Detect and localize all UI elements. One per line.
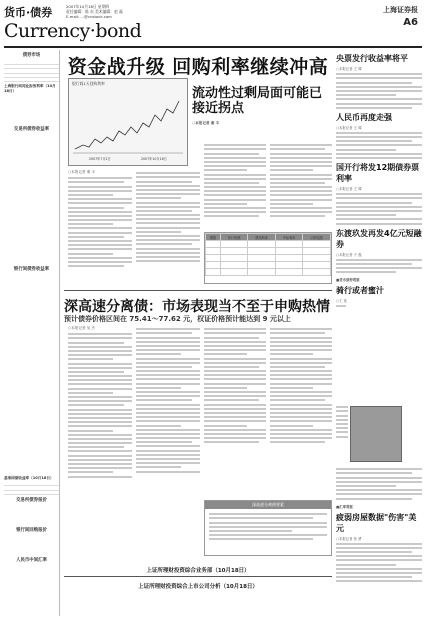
header-rule [4,46,422,48]
sub-headline [192,86,332,131]
second-headline: 深高速分离债：市场表现当不至于申购热情 [64,299,330,315]
column-text [336,404,348,440]
news3-byline: ○本报记者 王 谭 [336,187,362,191]
news1-title: 央票发行收益率将平 [336,54,408,63]
article2-col-4 [270,326,332,445]
article2-col-3 [204,326,266,445]
meta-date: 2007年10月18日 星期四 [66,4,110,9]
news4-title: 东渡玖发再发4亿元短融券 [336,228,422,249]
sidebar-title: 债券市场 [22,53,41,58]
article-col-1 [68,170,132,269]
news3-title: 国开行将发12期债券票利率 [336,163,420,183]
footer-link-1[interactable]: 上证所理财投资综合业务部（10月18日） [146,568,250,574]
newspaper-name: 上海证券报 [383,6,418,14]
table-row [206,269,331,276]
article-byline: ○本报记者 秦 丰 [68,170,95,174]
chart-date-right: 2007年10月18日 [141,157,167,161]
page-code: A6 [403,17,418,28]
article2-byline: ○本报记者 吴 杰 [68,326,95,330]
table-header-row [206,234,331,241]
main-headline: 资金战升级 回购利率继续冲高 [67,56,329,78]
chart-line [75,101,179,149]
table-row [206,248,331,255]
chart-date-left: 2007年7月2日 [89,157,111,161]
footer-rule [64,576,332,577]
table-header-cell: 期限 [206,234,221,241]
news2-byline: ○本报记者 王 谭 [336,125,362,130]
table-header-cell: 发行规模 [220,234,248,241]
article-col-2 [136,170,200,264]
issuance-table [204,232,332,284]
article-text-lines [68,177,132,267]
columnist-photo [350,406,402,462]
sidebar-caption-shibor: 上海银行间同业拆放利率（10月18日） [4,84,56,94]
article-col-3 [204,142,266,220]
table-row [206,262,331,269]
sub-headline-text: 流动性过剩局面可能已接近拐点 [192,86,323,116]
section-rule [64,290,332,291]
article-col-4 [270,142,332,220]
table-row [206,255,331,262]
sub-headline-byline: ○本报记者 秦 丰 [192,121,220,125]
sidebar-section-interbank: 银行间债券收益率 [13,267,50,273]
sidebar-section-quotes: 交易所债券报价 [16,498,47,504]
masthead-meta [66,4,123,19]
table-header-cell: 票面利率 [248,234,276,241]
sidebar-table-top [4,60,59,82]
news4-byline: ○本报记者 于 磊 [336,252,362,257]
news2-title: 人民币再度走强 [336,112,392,122]
meta-email: E-mail: …@cnstock.com [66,14,112,19]
column2-title: 疲弱房屋数据"伤害"美元 [336,512,417,533]
table-header-cell: 认购倍数 [303,234,331,241]
section-brand-english: Currency·bond [4,20,142,42]
column2-byline: ○本报记者 张 勇 [336,536,362,541]
repo-rate-chart [68,78,188,166]
chart-svg [69,79,187,165]
column-title: 骑行或者蜜汁 [336,286,384,296]
section-brand: 货币·债券 [4,6,53,19]
sidebar-section-fx: 人民币中间汇率 [16,558,47,564]
column2-tag: ■汇率观察 [336,504,353,509]
footer-link-2[interactable]: 上证所理财投资综合上市公司分析（10月18日） [138,584,258,590]
sidebar-table-benchmark [4,481,59,495]
column-continued [336,466,422,585]
column-tag: ■货币债券观察 [336,278,360,283]
article2-col-1 [68,326,132,480]
market-data-sidebar [4,50,60,616]
second-subhead: 预计债券价格区间在 75.41～77.62 元，权证价格预计能达到 9 元以上 [64,315,291,323]
right-news-column [336,50,422,310]
sidebar-section-benchmark: 基准国债收益率（10月18日） [4,476,54,481]
table-header-cell: 中标利率 [275,234,303,241]
column-byline: ○王 逸 [336,299,347,304]
bond-info-box [204,500,332,556]
meta-editors: 责任编辑：陈 东 美术编辑：赵 磊 [66,9,123,14]
article2-col-2 [136,326,200,475]
news1-byline: ○本报记者 王 谭 [336,67,362,71]
chart-label: 银行间1天回购利率 [72,81,105,86]
table-row [206,241,331,248]
sidebar-section-exchange: 交易所债券收益率 [13,127,50,133]
infobox-title: 深高速分离债要素 [205,501,331,509]
page-header [0,0,426,46]
sidebar-section-repo: 银行间回购报价 [16,528,47,534]
